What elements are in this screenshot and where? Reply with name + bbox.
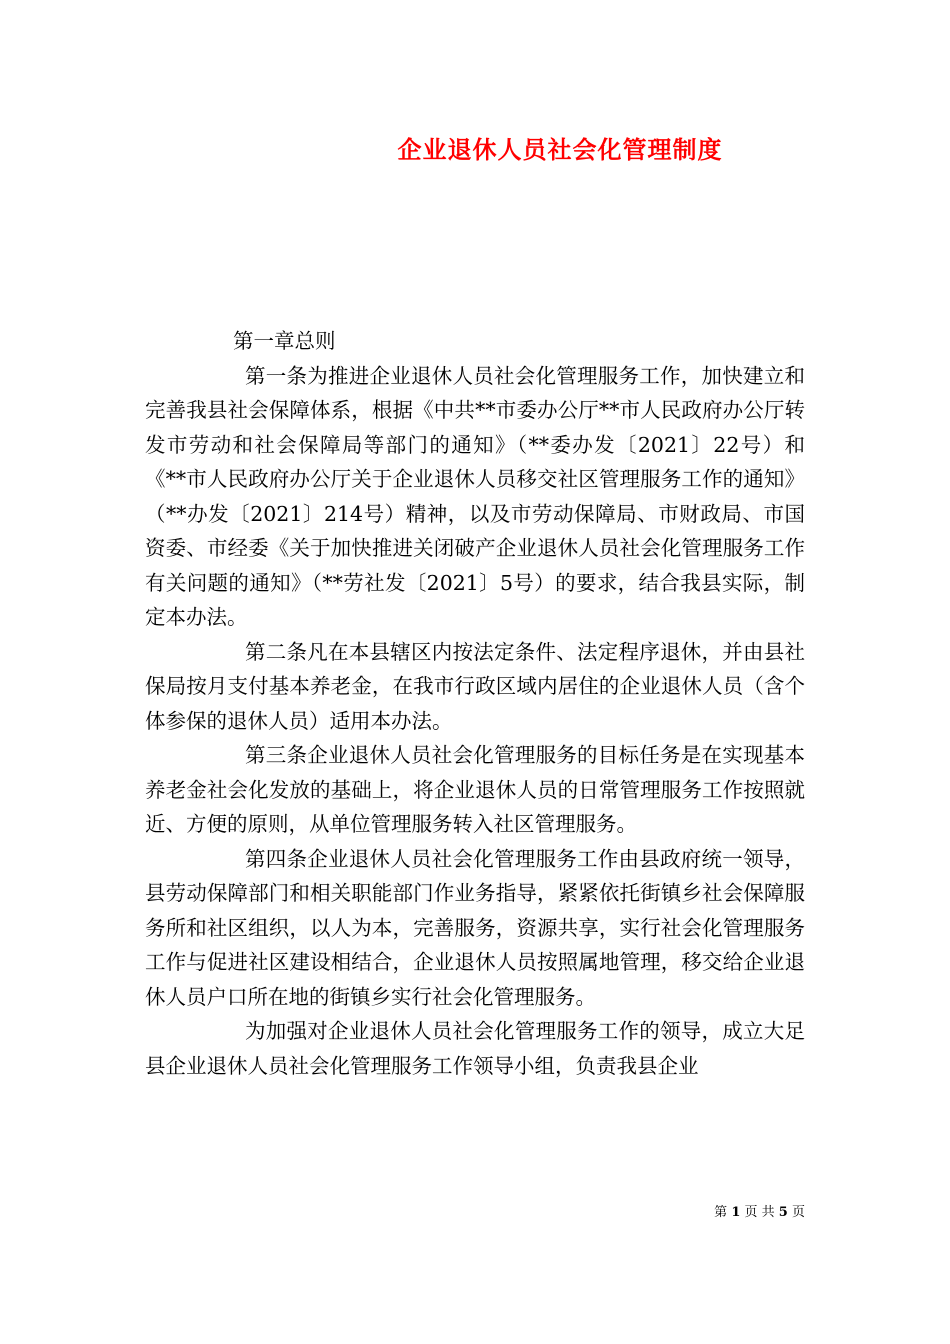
footer-prefix: 第 — [714, 1205, 728, 1220]
page-footer — [600, 1204, 805, 1222]
document-title: 企业退休人员社会化管理制度 — [397, 135, 723, 164]
document-body — [145, 324, 805, 1083]
paragraph-article-4: 第四条企业退休人员社会化管理服务工作由县政府统一领导，县劳动保障部门和相关职能部门作业务指导，紧紧依托街镇乡社会保障服务所和社区组织，以人为本，完善服务，资源共享，实行社会化管理服务工作与促进社区建设相结合，企业退休人员按照属地管理，移交给企业退休人员户口所在地的街镇乡实行社会化管理服务。 — [145, 846, 805, 1009]
chapter-heading: 第一章总则 — [233, 329, 336, 353]
footer-middle: 页 共 — [744, 1205, 775, 1220]
current-page-number: 1 — [731, 1205, 741, 1220]
paragraph-article-2: 第二条凡在本县辖区内按法定条件、法定程序退休，并由县社保局按月支付基本养老金，在我市行政区域内居住的企业退休人员（含个体参保的退休人员）适用本办法。 — [145, 639, 805, 733]
footer-suffix: 页 — [791, 1205, 805, 1220]
paragraph-article-1: 第一条为推进企业退休人员社会化管理服务工作，加快建立和完善我县社会保障体系，根据《中共**市委办公厅**市人民政府办公厅转发市劳动和社会保障局等部门的通知》（**委办发〔2021〕22号）和《**市人民政府办公厅关于企业退休人员移交社区管理服务工作的通知》（**办发〔2021〕214号）精神，以及市劳动保障局、市财政局、市国资委、市经委《关于加快推进关闭破产企业退休人员社会化管理服务工作有关问题的通知》（**劳社发〔2021〕5号）的要求，结合我县实际，制定本办法。 — [145, 363, 805, 629]
total-pages-number: 5 — [778, 1205, 788, 1220]
paragraph-leadership-group: 为加强对企业退休人员社会化管理服务工作的领导，成立大足县企业退休人员社会化管理服务工作领导小组，负责我县企业 — [145, 1019, 805, 1078]
paragraph-article-3: 第三条企业退休人员社会化管理服务的目标任务是在实现基本养老金社会化发放的基础上，将企业退休人员的日常管理服务工作按照就近、方便的原则，从单位管理服务转入社区管理服务。 — [145, 743, 805, 836]
